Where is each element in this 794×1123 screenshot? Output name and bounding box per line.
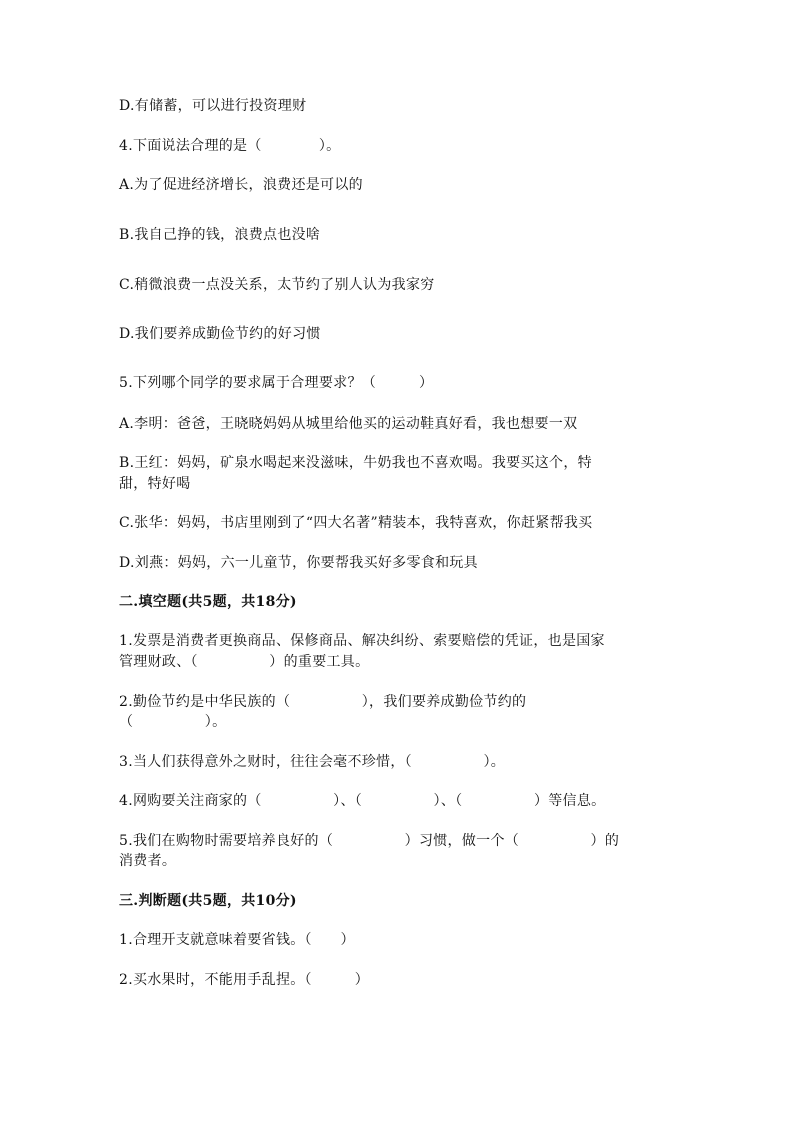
option-3d: D.有储蓄，可以进行投资理财 (119, 98, 307, 114)
fill-question-2-line1: 2.勤俭节约是中华民族的（ ），我们要养成勤俭节约的 (119, 694, 527, 710)
option-5b-line2: 甜，特好喝 (119, 476, 191, 492)
option-5c: C.张华：妈妈，书店里刚到了“四大名著”精装本，我特喜欢，你赶紧帮我买 (119, 515, 593, 531)
section-heading-fill-blank: 二.填空题(共5题，共18分) (119, 594, 297, 610)
fill-question-5-line2: 消费者。 (119, 853, 177, 869)
option-5b-line1: B.王红：妈妈，矿泉水喝起来没滋味，牛奶我也不喜欢喝。我要买这个，特 (119, 455, 592, 471)
fill-question-5-line1: 5.我们在购物时需要培养良好的（ ）习惯，做一个（ ）的 (119, 833, 620, 849)
judge-question-2: 2.买水果时，不能用手乱捏。（ ） (119, 972, 370, 988)
fill-question-2-line2: （ ）。 (119, 714, 227, 730)
option-4a: A.为了促进经济增长，浪费还是可以的 (119, 177, 363, 193)
judge-question-1: 1.合理开支就意味着要省钱。（ ） (119, 932, 355, 948)
question-4: 4.下面说法合理的是（ ）。 (119, 138, 341, 154)
option-4d: D.我们要养成勤俭节约的好习惯 (119, 326, 321, 342)
fill-question-3: 3.当人们获得意外之财时，往往会毫不珍惜，（ ）。 (119, 754, 506, 770)
option-4b: B.我自己挣的钱，浪费点也没啥 (119, 227, 321, 243)
fill-question-1-line1: 1.发票是消费者更换商品、保修商品、解决纠纷、索要赔偿的凭证，也是国家 (119, 633, 605, 649)
option-4c: C.稍微浪费一点没关系，太节约了别人认为我家穷 (119, 277, 435, 293)
option-5a: A.李明：爸爸，王晓晓妈妈从城里给他买的运动鞋真好看，我也想要一双 (119, 416, 578, 432)
section-heading-true-false: 三.判断题(共5题，共10分) (119, 893, 297, 909)
fill-question-1-line2: 管理财政、（ ）的重要工具。 (119, 654, 370, 670)
question-5: 5.下列哪个同学的要求属于合理要求？（ ） (119, 375, 434, 391)
fill-question-4: 4.网购要关注商家的（ ）、（ ）、（ ）等信息。 (119, 793, 606, 809)
option-5d: D.刘燕：妈妈，六一儿童节，你要帮我买好多零食和玩具 (119, 555, 478, 571)
